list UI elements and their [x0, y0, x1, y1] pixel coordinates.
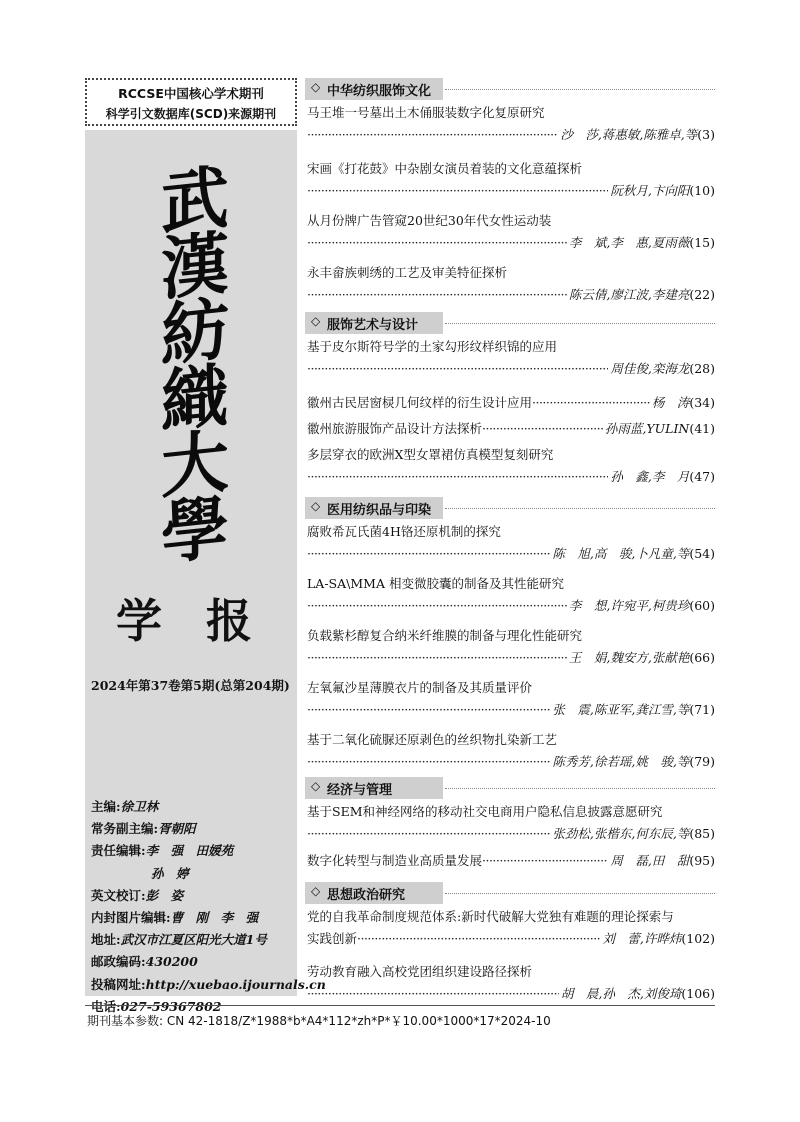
staff-value: 430200 [145, 954, 198, 970]
article-byline [307, 595, 715, 617]
toc-article[interactable] [307, 521, 715, 565]
toc-article[interactable] [307, 677, 715, 721]
leader-dots [307, 358, 608, 380]
article-title: 徽州旅游服饰产品设计方法探析 [307, 421, 483, 436]
staff-value: 李 强 田媛苑 [145, 843, 234, 859]
article-authors: 周佳俊,栾海龙 [610, 361, 690, 376]
toc-article[interactable] [307, 906, 715, 950]
article-authors: 周 磊,田 甜 [610, 853, 690, 868]
article-title: 腐败希瓦氏菌4H铬还原机制的探究 [307, 524, 501, 539]
leader-dots [307, 699, 550, 721]
article-page: (34) [689, 395, 715, 410]
article-page: (28) [689, 361, 715, 376]
article-byline [307, 823, 715, 845]
diamond-icon: ◇ [311, 499, 321, 513]
section-rule [445, 323, 715, 324]
staff-label: 地址: [91, 932, 121, 948]
leader-dots [307, 595, 567, 617]
article-title-continued: 实践创新 [307, 931, 358, 946]
section-heading [305, 497, 443, 519]
staff-label: 投稿网址: [91, 976, 146, 992]
article-page: (47) [689, 469, 715, 484]
article-title: 负载紫杉醇复合纳米纤维膜的制备与理化性能研究 [307, 628, 583, 643]
article-page: (66) [689, 650, 715, 665]
leader-dots [307, 284, 567, 306]
staff-value: 徐卫林 [120, 799, 159, 814]
article-byline [307, 983, 715, 1005]
article-authors: 孙 鑫,李 月 [610, 469, 690, 484]
staff-line [91, 974, 326, 996]
staff-label: 邮政编码: [91, 954, 146, 970]
article-byline [307, 928, 715, 950]
article-byline [307, 466, 715, 488]
toc-article[interactable] [307, 850, 715, 872]
footer-divider [85, 1005, 715, 1006]
article-title: 基于SEM和神经网络的移动社交电商用户隐私信息披露意愿研究 [307, 804, 663, 819]
article-authors: 陈 旭,高 骏,卜凡童,等 [552, 546, 690, 561]
article-title: 左氧氟沙星薄膜衣片的制备及其质量评价 [307, 680, 533, 695]
title-char: 紡 [161, 289, 229, 377]
article-authors: 沙 莎,蒋惠敏,陈雅卓,等 [560, 127, 698, 142]
article-page: (95) [689, 853, 715, 868]
title-char: 學 [161, 487, 229, 575]
staff-value: http://xuebao.ijournals.cn [145, 976, 326, 992]
article-page: (71) [689, 702, 715, 717]
article-byline [307, 647, 715, 669]
article-byline [307, 751, 715, 773]
banner-line-rccse: RCCSE中国核心学术期刊 [118, 86, 264, 101]
title-char: 武 [161, 157, 229, 245]
leader-dots [307, 983, 559, 1005]
leader-dots [307, 466, 608, 488]
section-heading [305, 78, 443, 100]
staff-label: 内封图片编辑: [91, 909, 171, 925]
staff-line [91, 840, 295, 862]
article-title: LA-SA\MMA 相变微胶囊的制备及其性能研究 [307, 576, 564, 591]
section-title: 经济与管理 [327, 783, 393, 798]
article-title: 劳动教育融入高校党团组织建设路径探析 [307, 964, 533, 979]
leader-dots [482, 418, 603, 440]
toc-article[interactable] [307, 392, 715, 414]
article-page: (60) [689, 598, 715, 613]
article-title: 多层穿衣的欧洲X型女罩裙仿真模型复刻研究 [307, 447, 554, 462]
section-rule [445, 788, 715, 789]
leader-dots [307, 823, 550, 845]
diamond-icon: ◇ [311, 779, 321, 793]
staff-value: 曹 刚 李 强 [170, 909, 259, 925]
leader-dots [307, 180, 608, 202]
section-title: 中华纺织服饰文化 [327, 84, 432, 99]
staff-line [91, 863, 295, 885]
article-byline [307, 124, 715, 146]
staff-label: 电话: [91, 998, 121, 1014]
title-char: 漢 [161, 223, 229, 311]
article-byline [307, 699, 715, 721]
section-rule [445, 89, 715, 90]
staff-line [91, 885, 295, 907]
article-page: (79) [689, 754, 715, 769]
section-title: 医用纺织品与印染 [327, 503, 432, 518]
article-title: 党的自我革命制度规范体系:新时代破解大党独有难题的理论探索与 [307, 909, 674, 924]
cover-left-column [85, 78, 326, 1014]
article-authors: 王 娟,魏安方,张献艳 [568, 650, 690, 665]
article-authors: 陈云倩,廖江波,李建亮 [568, 287, 690, 302]
title-char: 大 [161, 421, 229, 509]
section-rule [445, 893, 715, 894]
issue-info: 2024年第37卷第5期(总第204期) [91, 678, 290, 693]
article-page: (41) [689, 421, 715, 436]
journal-subtitle: 学 报 [115, 594, 266, 648]
article-page: (85) [689, 826, 715, 841]
masthead-panel [85, 130, 326, 1014]
section-title: 思想政治研究 [327, 888, 406, 903]
leader-dots [307, 647, 567, 669]
toc-article[interactable] [307, 210, 715, 254]
article-title: 从月份牌广告管窥20世纪30年代女性运动装 [307, 213, 552, 228]
diamond-icon: ◇ [311, 314, 321, 328]
editorial-staff [91, 796, 326, 1018]
staff-line [91, 796, 295, 818]
banner-line-scd: 科学引文数据库(SCD)来源期刊 [105, 107, 277, 121]
article-page: (54) [689, 546, 715, 561]
staff-value: 胥朝阳 [158, 821, 196, 837]
article-page: (106) [681, 986, 715, 1001]
staff-line [91, 907, 295, 929]
article-byline [307, 358, 715, 380]
article-line [307, 850, 715, 872]
toc-article[interactable] [307, 418, 715, 440]
article-page: (15) [689, 235, 715, 250]
staff-label: 常务副主编: [91, 821, 159, 837]
staff-line [91, 929, 295, 951]
article-authors: 张 震,陈亚军,龚江雪,等 [552, 702, 690, 717]
section-heading [305, 777, 443, 799]
section-heading [305, 882, 443, 904]
toc-article[interactable] [307, 729, 715, 773]
leader-dots [307, 751, 550, 773]
staff-value: 027-59367802 [120, 998, 222, 1014]
article-authors: 张劲松,张楷东,何东辰,等 [552, 826, 690, 841]
staff-label: 主编: [91, 799, 121, 814]
article-page: (102) [681, 931, 715, 946]
article-line [307, 418, 715, 440]
toc-article[interactable] [307, 801, 715, 845]
article-title: 数字化转型与制造业高质量发展 [307, 853, 483, 868]
article-title: 马王堆一号墓出土木俑服装数字化复原研究 [307, 105, 545, 120]
section-rule [445, 508, 715, 509]
article-authors: 李 斌,李 惠,夏雨薇 [568, 235, 690, 250]
article-line [307, 392, 715, 414]
toc-article[interactable] [307, 444, 715, 488]
article-byline [307, 543, 715, 565]
section-title: 服饰艺术与设计 [327, 318, 419, 333]
staff-line [91, 818, 295, 840]
article-title: 宋画《打花鼓》中杂剧女演员着装的文化意蕴探析 [307, 161, 583, 176]
title-char: 織 [161, 355, 229, 443]
staff-value: 彭 姿 [145, 887, 184, 903]
toc-article[interactable] [307, 573, 715, 617]
toc-article[interactable] [307, 158, 715, 202]
article-authors: 刘 蕾,许晔炜 [602, 931, 682, 946]
staff-value: 孙 婷 [151, 865, 189, 881]
diamond-icon: ◇ [311, 80, 321, 94]
article-authors: 胡 晨,孙 杰,刘俊琦 [560, 986, 682, 1001]
article-page: (3) [697, 127, 715, 142]
article-authors: 杨 涛 [651, 395, 690, 410]
article-authors: 阮秋月,卞向阳 [610, 183, 690, 198]
toc-article[interactable] [307, 961, 715, 1005]
article-byline [307, 232, 715, 254]
article-byline [307, 284, 715, 306]
leader-dots [307, 124, 558, 146]
staff-label: 英文校订: [91, 887, 146, 903]
toc-article[interactable] [307, 625, 715, 669]
staff-line [91, 951, 295, 973]
toc-article[interactable] [307, 336, 715, 380]
toc-article[interactable] [307, 102, 715, 146]
article-authors: 李 想,许宛平,柯贵珍 [568, 598, 690, 613]
article-title: 基于皮尔斯符号学的土家勾形纹样织锦的应用 [307, 339, 558, 354]
article-authors: 陈秀芳,徐若瑶,姚 骏,等 [552, 754, 690, 769]
leader-dots [357, 928, 600, 950]
journal-parameters: 期刊基本参数: CN 42-1818/Z*1988*b*A4*112*zh*P*￥10.00*1000*17*2024-10 [87, 1014, 551, 1028]
article-page: (10) [689, 183, 715, 198]
article-page: (22) [689, 287, 715, 302]
calligraphy-title [145, 157, 245, 575]
section-heading [305, 312, 443, 334]
leader-dots [307, 543, 550, 565]
staff-value: 武汉市江夏区阳光大道1号 [120, 932, 267, 948]
article-byline [307, 180, 715, 202]
leader-dots [532, 392, 650, 414]
article-title: 徽州古民居窗棂几何纹样的衍生设计应用 [307, 395, 533, 410]
leader-dots [482, 850, 608, 872]
leader-dots [307, 232, 567, 254]
index-banner [85, 78, 297, 126]
staff-label: 责任编辑: [91, 843, 146, 859]
article-authors: 孙雨蓝,YULIN [604, 421, 690, 436]
toc-article[interactable] [307, 262, 715, 306]
diamond-icon: ◇ [311, 884, 321, 898]
article-title: 基于二氧化硫脲还原剥色的丝织物扎染新工艺 [307, 732, 558, 747]
article-title: 永丰畲族刺绣的工艺及审美特征探析 [307, 265, 508, 280]
